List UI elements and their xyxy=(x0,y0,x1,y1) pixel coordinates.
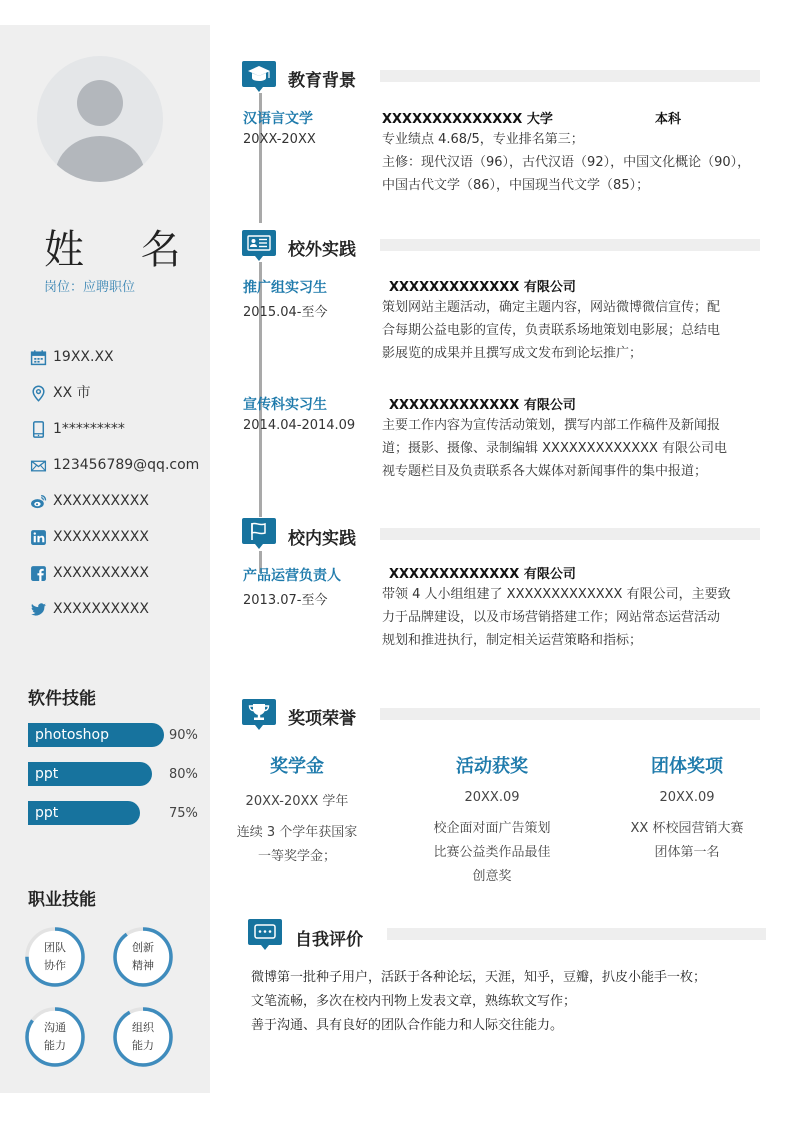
award-desc xyxy=(227,821,367,869)
award-desc xyxy=(422,817,562,889)
campus-company: XXXXXXXXXXXXX 有限公司 xyxy=(389,567,576,582)
contact-phone[interactable] xyxy=(30,419,125,439)
section-divider xyxy=(380,70,760,82)
external-details-2 xyxy=(382,414,727,483)
contact-email[interactable] xyxy=(30,455,199,475)
external-date-1: 2015.04-至今 xyxy=(243,305,328,320)
detail-line: 主修：现代汉语（96），古代汉语（92），中国文化概论（90）， xyxy=(382,155,751,170)
weibo-icon xyxy=(30,493,47,510)
person-silhouette-icon xyxy=(77,80,123,126)
skill-label-line2: 能力 xyxy=(132,1039,154,1052)
email-icon xyxy=(30,457,47,474)
location-icon xyxy=(30,385,47,402)
id-card-icon xyxy=(241,229,277,263)
self-evaluation-line: 善于沟通、具有良好的团队合作能力和人际交往能力。 xyxy=(251,1018,564,1033)
graduation-cap-icon xyxy=(241,60,277,94)
detail-line: 合每期公益电影的宣传，负责联系场地策划电影展；总结电 xyxy=(382,323,721,338)
skill-percent: 90% xyxy=(169,728,198,743)
external-company-2: XXXXXXXXXXXXX 有限公司 xyxy=(389,398,576,413)
contact-city xyxy=(30,383,91,403)
chat-bubble-icon xyxy=(247,918,283,952)
award-desc-line: 比赛公益类作品最佳 xyxy=(433,845,551,860)
self-evaluation-text xyxy=(251,966,706,1038)
twitter-icon xyxy=(30,601,47,618)
skill-label-line1: 团队 xyxy=(44,941,66,954)
avatar xyxy=(37,56,163,182)
contact-text: XXXXXXXXXX xyxy=(53,529,149,545)
award-title: 团体奖项 xyxy=(651,756,723,777)
skill-label-line1: 创新 xyxy=(132,941,154,954)
detail-line: 带领 4 人小组组建了 XXXXXXXXXXXXX 有限公司，主要致 xyxy=(382,587,731,602)
education-title: 教育背景 xyxy=(288,71,356,91)
contact-text: 1********* xyxy=(53,421,125,437)
detail-line: 影展览的成果并且撰写成文发布到论坛推广； xyxy=(382,346,643,361)
external-date-2: 2014.04-2014.09 xyxy=(243,418,356,433)
contact-text: XXXXXXXXXX xyxy=(53,493,149,509)
detail-line: 中国古代文学（86），中国现当代文学（85）； xyxy=(382,178,650,193)
award-desc-line: 连续 3 个学年获国家 xyxy=(236,825,358,840)
contact-text: 123456789@qq.com xyxy=(53,457,200,473)
skill-bar-fill: ppt xyxy=(28,801,140,825)
skill-percent: 80% xyxy=(169,767,198,782)
campus-practice-title: 校内实践 xyxy=(288,529,356,549)
award-activity xyxy=(422,752,562,889)
person-name: 姓 名 xyxy=(44,227,203,273)
detail-line: 视专题栏目及负责联系各大媒体对新闻事件的集中报道； xyxy=(382,464,708,479)
external-details-1 xyxy=(382,296,720,365)
skill-label-line1: 组织 xyxy=(132,1021,154,1034)
award-year: 20XX-20XX 学年 xyxy=(245,794,349,809)
contact-twitter[interactable] xyxy=(30,599,149,619)
software-skills-title: 软件技能 xyxy=(28,689,96,709)
skill-circle-teamwork xyxy=(27,929,83,985)
flag-icon xyxy=(241,517,277,551)
skill-circle-organization xyxy=(115,1009,171,1065)
self-evaluation-line: 微博第一批种子用户，活跃于各种论坛，天涯，知乎，豆瓣，扒皮小能手一枚； xyxy=(251,970,707,985)
contact-text: XXXXXXXXXX xyxy=(53,565,149,581)
skill-circle-label xyxy=(27,1009,83,1065)
job-position: 岗位：应聘职位 xyxy=(44,280,136,295)
self-evaluation-line: 文笔流畅，多次在校内刊物上发表文章，熟练软文写作； xyxy=(251,994,577,1009)
contact-text: XX 市 xyxy=(53,385,91,401)
award-title: 活动获奖 xyxy=(456,756,528,777)
linkedin-icon xyxy=(30,529,47,546)
awards-title: 奖项荣誉 xyxy=(288,709,356,729)
skill-circle-label xyxy=(115,1009,171,1065)
section-divider xyxy=(380,528,760,540)
skill-label-line2: 能力 xyxy=(44,1039,66,1052)
award-desc-line: 校企面对面广告策划 xyxy=(433,821,551,836)
detail-line: 道；摄影、摄像、录制编辑 XXXXXXXXXXXXX 有限公司电 xyxy=(382,441,728,456)
detail-line: 力于品牌建设，以及市场营销搭建工作；网站常态运营活动 xyxy=(382,610,721,625)
skill-bar-fill: ppt xyxy=(28,762,152,786)
contact-text: XXXXXXXXXX xyxy=(53,601,149,617)
professional-skills-title: 职业技能 xyxy=(28,890,96,910)
skill-percent: 75% xyxy=(169,806,198,821)
award-year: 20XX.09 xyxy=(659,790,715,805)
contact-facebook[interactable] xyxy=(30,563,149,583)
skill-label-line1: 沟通 xyxy=(44,1021,66,1034)
self-evaluation-title: 自我评价 xyxy=(295,930,363,950)
contact-linkedin[interactable] xyxy=(30,527,149,547)
award-title: 奖学金 xyxy=(270,756,324,777)
education-school: XXXXXXXXXXXXXX 大学 xyxy=(382,112,553,127)
award-scholarship xyxy=(227,752,367,869)
campus-role: 产品运营负责人 xyxy=(243,568,341,584)
facebook-icon xyxy=(30,565,47,582)
avatar-body xyxy=(55,136,145,182)
detail-line: 规划和推进执行，制定相关运营策略和指标； xyxy=(382,633,643,648)
campus-date: 2013.07-至今 xyxy=(243,593,328,608)
award-year: 20XX.09 xyxy=(464,790,520,805)
section-divider xyxy=(380,239,760,251)
trophy-icon xyxy=(241,698,277,732)
skill-circle-label xyxy=(27,929,83,985)
award-desc xyxy=(617,817,757,865)
external-practice-title: 校外实践 xyxy=(288,240,356,260)
award-desc-line: XX 杯校园营销大赛 xyxy=(630,821,744,836)
campus-details xyxy=(382,583,731,652)
external-company-1: XXXXXXXXXXXXX 有限公司 xyxy=(389,280,576,295)
education-details xyxy=(382,128,750,197)
skill-bar-fill: photoshop xyxy=(28,723,164,747)
skill-circle-label xyxy=(115,929,171,985)
detail-line: 主要工作内容为宣传活动策划，撰写内部工作稿件及新闻报 xyxy=(382,418,721,433)
section-divider xyxy=(387,928,766,940)
calendar-icon xyxy=(30,349,47,366)
skill-circle-innovation xyxy=(115,929,171,985)
contact-birthdate xyxy=(30,347,114,367)
phone-icon xyxy=(30,421,47,438)
skill-label-line2: 协作 xyxy=(44,959,66,972)
detail-line: 策划网站主题活动，确定主题内容，网站微博微信宣传；配 xyxy=(382,300,721,315)
education-major: 汉语言文学 xyxy=(243,111,313,127)
skill-circle-communication xyxy=(27,1009,83,1065)
external-role-2: 宣传科实习生 xyxy=(243,397,327,413)
award-desc-line: 创意奖 xyxy=(472,869,512,884)
skill-label-line2: 精神 xyxy=(132,959,154,972)
education-degree: 本科 xyxy=(655,112,682,127)
award-desc-line: 一等奖学金； xyxy=(257,849,336,864)
contact-text: 19XX.XX xyxy=(53,349,114,365)
section-divider xyxy=(380,708,760,720)
award-team xyxy=(617,752,757,865)
detail-line: 专业绩点 4.68/5，专业排名第三； xyxy=(382,132,584,147)
contact-weibo[interactable] xyxy=(30,491,149,511)
education-date: 20XX-20XX xyxy=(243,132,316,147)
award-desc-line: 团体第一名 xyxy=(654,845,720,860)
external-role-1: 推广组实习生 xyxy=(243,280,327,296)
